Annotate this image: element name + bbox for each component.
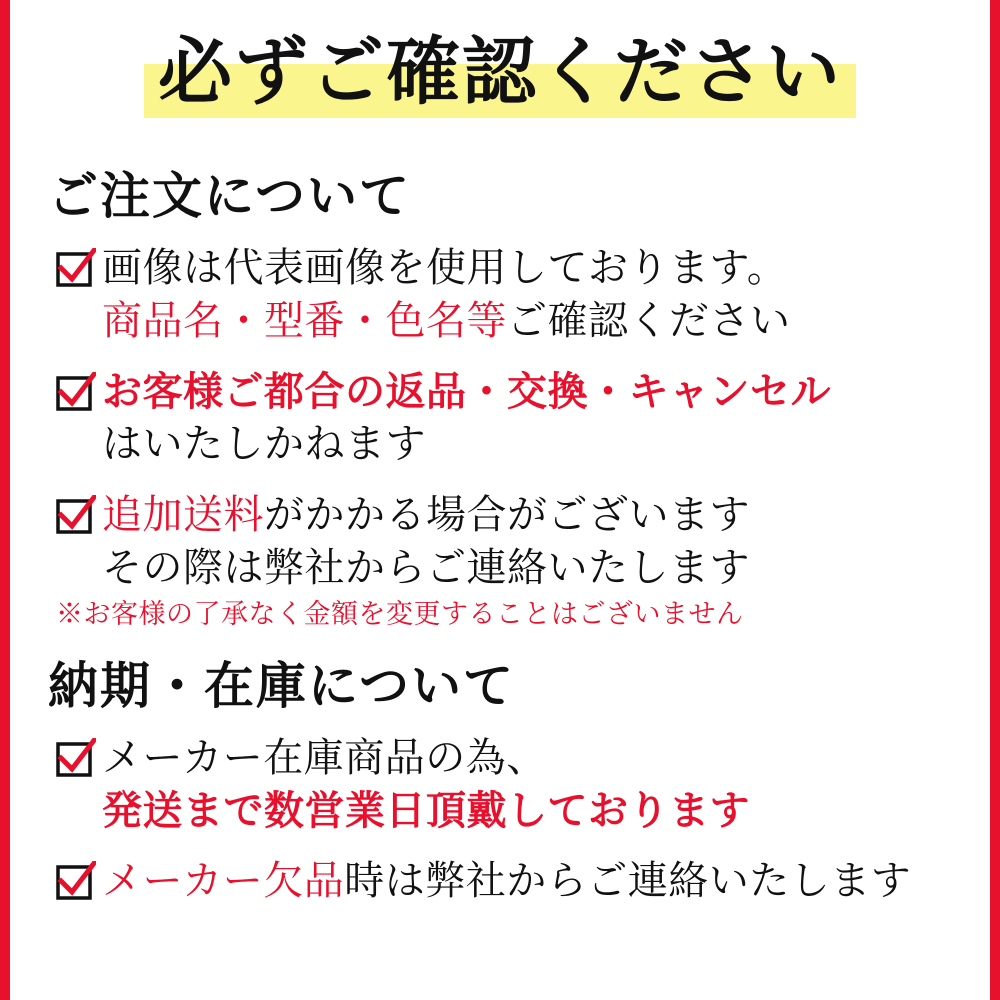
list-item [56, 489, 990, 595]
section-heading-orders: ご注文について [48, 167, 411, 224]
list-item-line: メーカー在庫商品の為、 [102, 734, 547, 780]
checkbox-checked-icon [56, 738, 96, 778]
footnote-price-change: ※お客様の了承なく金額を変更することはございません [56, 598, 744, 629]
list-item [56, 242, 990, 348]
checkbox-checked-icon [56, 861, 96, 901]
list-item-lines [102, 855, 990, 908]
list-item-lines [102, 366, 990, 472]
page-title-text: 必ずご確認ください [158, 32, 842, 114]
list-item-line-red: 追加送料 [102, 492, 264, 538]
list-item-line-red: 商品名・型番・色名等 [102, 297, 507, 343]
checkbox-checked-icon [56, 248, 96, 288]
checkbox-checked-icon [56, 372, 96, 412]
list-item-lines [102, 489, 990, 595]
list-item [56, 366, 990, 472]
list-item-line-red: メーカー欠品 [102, 858, 345, 904]
checkbox-checked-icon [56, 495, 96, 535]
section-heading-delivery: 納期・在庫について [48, 657, 515, 714]
list-item-line: お客様ご都合の返品・交換・キャンセル [102, 368, 831, 414]
list-item-line [102, 295, 990, 348]
list-item-line: 画像は代表画像を使用しております。 [102, 244, 788, 290]
list-item-line: 発送まで数営業日頂戴しております [102, 787, 750, 833]
list-item-line [102, 855, 990, 908]
list-item-line-black: がかかる場合がございます [264, 492, 750, 538]
page-title [144, 34, 856, 114]
list-item-line [102, 489, 990, 542]
page-title-wrapper [10, 0, 990, 114]
list-item-lines [102, 242, 990, 348]
right-red-border [990, 0, 1000, 1000]
list-item-line: その際は弊社からご連絡いたします [102, 544, 750, 590]
list-item [56, 855, 990, 908]
list-item-line-black: ご確認ください [507, 297, 791, 343]
list-item-line-black: 時は弊社からご連絡いたします [344, 858, 912, 904]
list-item-line: はいたしかねます [102, 421, 426, 467]
list-item [56, 732, 990, 838]
list-item-lines [102, 732, 990, 838]
notice-content [10, 0, 990, 1000]
left-red-border [0, 0, 10, 1000]
